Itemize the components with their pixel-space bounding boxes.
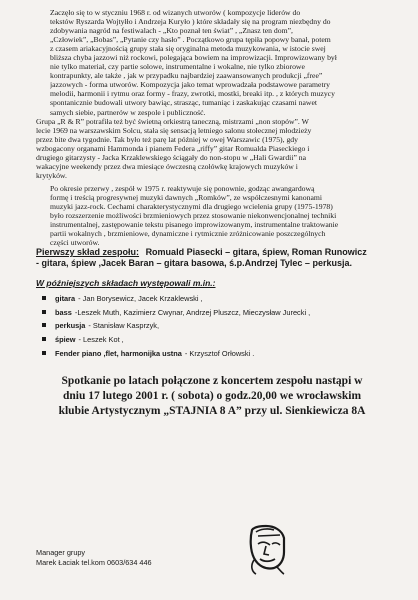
role-label: gitara — [55, 294, 76, 304]
text-line: bliższa chyba jazzowi niż rockowi, polegająca bowiem na improwizacji. Improwizowany był — [50, 53, 337, 63]
text-line: partii wokalnych , brzmieniowe, dynamiczne i rytmicznie zróżnicowanie poszczególnych — [50, 229, 326, 239]
text-line: muzyki jazz-rock. Cechami charakterystycznymi dla drugiego wcielenia grupy (1975-1978) — [50, 201, 333, 211]
later-lineups-list — [36, 292, 388, 360]
text-line: lecie 1969 na warszawskim Solcu, stała się sensacją letniego salonu stołecznej młodzieży — [36, 125, 312, 135]
text-line: instrumentalnej, zastępowanie tekstu pisanego improwizowanym, instrumentalne traktowanie — [50, 220, 339, 230]
text-line: wzbogacony organami Hammonda i pianem Federa „riffy” gitar Romualda Piaseckiego i — [36, 143, 310, 153]
list-item — [36, 319, 388, 333]
role-label: śpiew — [55, 335, 76, 344]
list-item — [36, 333, 388, 347]
text-line: Zaczęło się to w styczniu 1968 r. od wizanych utworów ( kompozycje liderów do — [50, 8, 301, 17]
bullet-icon — [42, 323, 46, 327]
text-line: spontanicznie budowali utwory bawiąc, strasząc, tumaniąc i zaskakując czasami nawet — [50, 98, 318, 108]
text-line: kontrapunkty, ale także , jak w przypadku najbardziej zaawansowanych produkcji „free” — [50, 71, 323, 81]
text-line: „Człowiek”, „Bobas”, „Pytanie czy hasło” . Początkowo grupa tępiła popowy banał, potem — [50, 35, 331, 45]
band-logo-icon — [244, 520, 288, 576]
role-label: Fender piano ,flet, harmonijka ustna — [55, 348, 182, 358]
role-label: bass — [55, 307, 72, 317]
manager-label: Manager grupy — [36, 548, 86, 557]
member-names: - Leszek Kot , — [78, 335, 124, 344]
bullet-icon — [42, 310, 46, 314]
text-line: formę i treścią progresywnej muzyki dawnych „Romków”, ze współczesnymi kanonami — [50, 192, 322, 202]
text-line: drugiego gitarzysty - Jacka Krzaklewskiego ściągały do non-stopu w „Hali Gwardii” na — [36, 152, 307, 162]
text-line: krytyków. — [36, 170, 67, 180]
list-item — [36, 292, 388, 306]
announcement-line: dniu 17 lutego 2001 r. ( sobota) o godz.20,00 we wrocławskim — [62, 390, 362, 403]
text-line: było rozszerzenie możliwości brzmieniowych przez stosowanie niekonwencjonalnej techniki — [50, 211, 337, 221]
announcement-line: klubie Artystycznym „STAJNIA 8 A” przy ul. Sienkiewicza 8A — [58, 405, 366, 418]
list-item — [36, 306, 388, 320]
bullet-icon — [42, 351, 46, 355]
role-label: perkusja — [55, 321, 86, 331]
first-lineup-heading: Pierwszy skład zespołu: — [36, 247, 140, 258]
concert-announcement — [36, 374, 388, 419]
member-names: - Stanisław Kasprzyk, — [88, 321, 160, 331]
announcement-line: Spotkanie po latach połączone z koncertem zespołu nastąpi w — [61, 375, 363, 388]
text-line: z czasem ariakacyjnością grupy stała się oryginalna metoda muzykowania, w istocie swej — [50, 44, 326, 54]
text-line: melodii, harmonii i rytmu oraz formy - frazy, zwrotki, mostki, breaki itp. , z których muzycy — [50, 89, 335, 99]
text-line: samych siebie, partnerów w zespole i publiczność. — [50, 107, 206, 117]
text-line: nie tylko materiał, czy partie solowe, instrumentalne i wokalne, nie tylko zbiorowe — [50, 62, 305, 72]
manager-phone: Marek Łaciak tel.kom 0603/634 446 — [36, 558, 152, 567]
first-lineup-line: Romuald Piasecki – gitara, śpiew, Roman Runowicz — [145, 247, 367, 258]
revival-paragraph — [36, 184, 388, 247]
text-line: części utworów. — [50, 238, 100, 248]
text-line: przez bite dwa tygodnie. Tak było też parę lat później w owej Warszawic (1975), gdy — [36, 134, 298, 144]
first-lineup-line: - gitara, śpiew ,Jacek Baran – gitara basowa, ś.p.Andrzej Tylec – perkusja. — [36, 258, 352, 269]
bullet-icon — [42, 296, 46, 300]
text-line: tekstów Ryszarda Wojtyłło i Andrzeja Kuryło ) które składały się na program niezbędny do — [50, 17, 331, 27]
member-names: - Jan Borysewicz, Jacek Krzaklewski , — [78, 294, 203, 304]
text-line: zdobywania nagród na festiwalach - „Kto poznał ten świat” , „Znasz ten dom”, — [50, 26, 293, 36]
text-line: Po okresie przerwy , zespół w 1975 r. reaktywuje się ponownie, godząc awangardową — [50, 183, 315, 193]
member-names: - Krzysztof Orłowski . — [184, 348, 255, 358]
list-item — [36, 347, 388, 361]
history-paragraph — [36, 117, 388, 180]
text-line: Grupa „R & R” potrafiła też być świetną orkiestrą taneczną, mistrzami „non stopów”. W — [36, 116, 309, 126]
bullet-icon — [42, 337, 46, 341]
later-lineups-heading: W późniejszych składach występowali m.in.: — [36, 278, 216, 289]
text-line: wakacyjne weekendy przez dwa miesiące ówczesną czołówkę krajowych muzyków i — [36, 161, 298, 171]
manager-contact — [36, 548, 152, 568]
member-names: -Leszek Muth, Kazimierz Cwynar, Andrzej Pluszcz, Mieczysław Jurecki , — [74, 307, 311, 317]
intro-paragraph — [36, 8, 388, 117]
text-line: jazzowych - forma utworów. Kompozycja jako temat wprowadzała podstawowe parametry — [50, 80, 330, 90]
first-lineup — [36, 247, 388, 269]
